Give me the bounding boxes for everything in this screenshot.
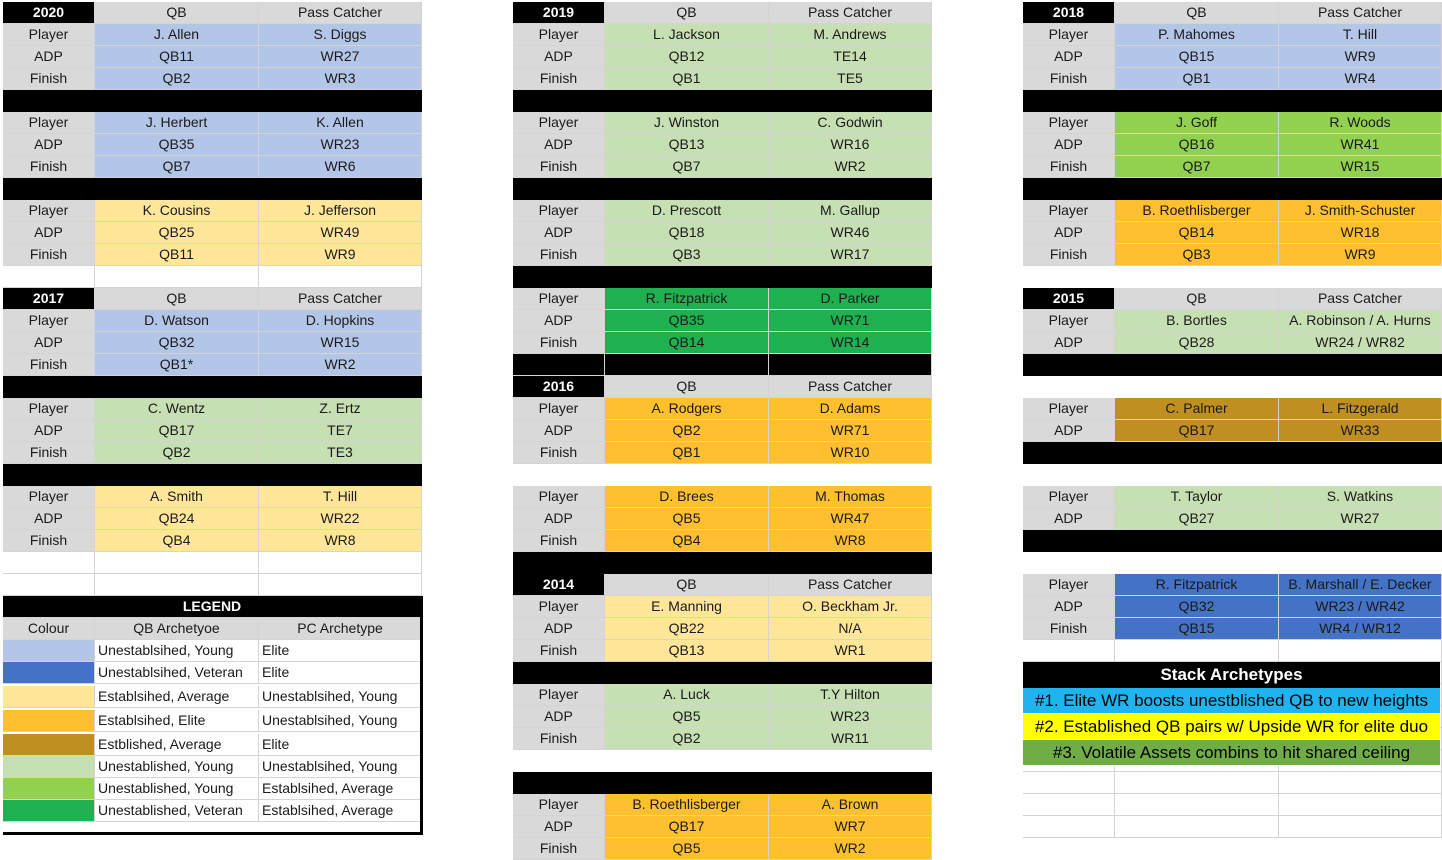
- row-label-adp[interactable]: ADP: [3, 332, 95, 354]
- row-label-adp[interactable]: ADP: [513, 420, 605, 442]
- row-label-player[interactable]: Player: [513, 24, 605, 46]
- separator-bar: [513, 90, 932, 112]
- separator-bar: [1023, 530, 1442, 552]
- empty-cell[interactable]: [1279, 640, 1442, 662]
- row-label-adp[interactable]: ADP: [1023, 420, 1115, 442]
- pc-adp-cell[interactable]: WR46: [769, 222, 932, 244]
- pass-catcher-column-header[interactable]: Pass Catcher: [769, 574, 932, 596]
- legend-border: [3, 832, 423, 835]
- pc-finish-cell[interactable]: WR2: [769, 838, 932, 860]
- row-label-adp[interactable]: ADP: [513, 706, 605, 728]
- qb-player-cell[interactable]: D. Brees: [605, 486, 769, 508]
- qb-finish-cell[interactable]: QB1*: [95, 354, 259, 376]
- pc-finish-cell[interactable]: WR6: [259, 156, 422, 178]
- legend-qb-archetype: Unestablished, Veteran: [95, 800, 259, 822]
- row-label-player[interactable]: Player: [1023, 310, 1115, 332]
- row-label-finish[interactable]: Finish: [513, 332, 605, 354]
- row-label-adp[interactable]: ADP: [1023, 46, 1115, 68]
- qb-adp-cell[interactable]: QB17: [1115, 420, 1279, 442]
- qb-column-header[interactable]: QB: [1115, 2, 1279, 24]
- pc-adp-cell[interactable]: WR27: [259, 46, 422, 68]
- qb-column-header[interactable]: QB: [605, 2, 769, 24]
- qb-finish-cell[interactable]: QB11: [95, 244, 259, 266]
- row-label-adp[interactable]: ADP: [513, 46, 605, 68]
- row-label-player[interactable]: Player: [3, 200, 95, 222]
- row-label-player[interactable]: Player: [513, 398, 605, 420]
- pc-adp-cell[interactable]: WR15: [259, 332, 422, 354]
- pc-finish-cell[interactable]: WR2: [259, 354, 422, 376]
- pc-adp-cell[interactable]: WR22: [259, 508, 422, 530]
- row-label-adp[interactable]: ADP: [1023, 222, 1115, 244]
- qb-finish-cell[interactable]: QB5: [605, 838, 769, 860]
- qb-column-header[interactable]: QB: [95, 288, 259, 310]
- qb-player-cell[interactable]: C. Palmer: [1115, 398, 1279, 420]
- qb-adp-cell[interactable]: QB32: [95, 332, 259, 354]
- qb-column-header[interactable]: QB: [605, 574, 769, 596]
- qb-adp-cell[interactable]: QB35: [605, 310, 769, 332]
- legend-border: [420, 596, 423, 834]
- pass-catcher-column-header[interactable]: Pass Catcher: [1279, 2, 1442, 24]
- pass-catcher-column-header[interactable]: Pass Catcher: [769, 2, 932, 24]
- separator-bar: [513, 662, 932, 684]
- separator-bar: [1023, 90, 1442, 112]
- year-label[interactable]: 2016: [513, 376, 605, 398]
- qb-adp-cell[interactable]: QB35: [95, 134, 259, 156]
- empty-cell[interactable]: [513, 354, 605, 376]
- row-label-finish[interactable]: Finish: [1023, 618, 1115, 640]
- legend-swatch: [3, 686, 95, 708]
- row-label-adp[interactable]: ADP: [1023, 332, 1115, 354]
- qb-finish-cell[interactable]: QB3: [605, 244, 769, 266]
- legend-swatch: [3, 800, 95, 822]
- qb-player-cell[interactable]: A. Smith: [95, 486, 259, 508]
- pc-adp-cell[interactable]: WR18: [1279, 222, 1442, 244]
- separator-bar: [1023, 442, 1442, 464]
- stack-archetype-item: #3. Volatile Assets combins to hit shared ceiling: [1023, 740, 1440, 766]
- stack-archetypes-title: Stack Archetypes: [1023, 662, 1440, 688]
- qb-player-cell[interactable]: C. Wentz: [95, 398, 259, 420]
- qb-column-header[interactable]: QB: [95, 2, 259, 24]
- empty-cell[interactable]: [95, 574, 259, 596]
- qb-adp-cell[interactable]: QB5: [605, 508, 769, 530]
- year-label[interactable]: 2018: [1023, 2, 1115, 24]
- qb-adp-cell[interactable]: QB28: [1115, 332, 1279, 354]
- row-label-player[interactable]: Player: [513, 684, 605, 706]
- qb-adp-cell[interactable]: QB17: [95, 420, 259, 442]
- qb-player-cell[interactable]: E. Manning: [605, 596, 769, 618]
- pc-adp-cell[interactable]: TE14: [769, 46, 932, 68]
- row-label-finish[interactable]: Finish: [3, 354, 95, 376]
- row-label-player[interactable]: Player: [513, 112, 605, 134]
- empty-cell[interactable]: [259, 552, 422, 574]
- legend-title: LEGEND: [3, 596, 422, 618]
- stack-archetype-item: #1. Elite WR boosts unestblished QB to new heights: [1023, 688, 1440, 714]
- qb-finish-cell[interactable]: QB2: [95, 68, 259, 90]
- pc-finish-cell[interactable]: TE5: [769, 68, 932, 90]
- row-label-player[interactable]: Player: [3, 310, 95, 332]
- pc-adp-cell[interactable]: WR16: [769, 134, 932, 156]
- qb-player-cell[interactable]: R. Fitzpatrick: [605, 288, 769, 310]
- row-label-finish[interactable]: Finish: [1023, 68, 1115, 90]
- pc-finish-cell[interactable]: WR4 / WR12: [1279, 618, 1442, 640]
- pc-adp-cell[interactable]: WR71: [769, 420, 932, 442]
- separator-bar: [1023, 354, 1442, 376]
- row-label-player[interactable]: Player: [3, 24, 95, 46]
- pc-player-cell[interactable]: M. Thomas: [769, 486, 932, 508]
- pass-catcher-column-header[interactable]: Pass Catcher: [259, 288, 422, 310]
- pc-player-cell[interactable]: O. Beckham Jr.: [769, 596, 932, 618]
- empty-cell[interactable]: [1115, 816, 1279, 838]
- pc-finish-cell[interactable]: TE3: [259, 442, 422, 464]
- pc-finish-cell[interactable]: WR4: [1279, 68, 1442, 90]
- pc-player-cell[interactable]: T.Y Hilton: [769, 684, 932, 706]
- empty-cell[interactable]: [1023, 816, 1115, 838]
- qb-player-cell[interactable]: B. Bortles: [1115, 310, 1279, 332]
- qb-player-cell[interactable]: A. Rodgers: [605, 398, 769, 420]
- pass-catcher-column-header[interactable]: Pass Catcher: [1279, 288, 1442, 310]
- pc-player-cell[interactable]: T. Hill: [259, 486, 422, 508]
- row-label-finish[interactable]: Finish: [3, 244, 95, 266]
- pc-player-cell[interactable]: R. Woods: [1279, 112, 1442, 134]
- row-label-player[interactable]: Player: [513, 486, 605, 508]
- row-label-finish[interactable]: Finish: [513, 640, 605, 662]
- qb-adp-cell[interactable]: QB22: [605, 618, 769, 640]
- qb-adp-cell[interactable]: QB5: [605, 706, 769, 728]
- separator-bar: [513, 178, 932, 200]
- qb-player-cell[interactable]: D. Prescott: [605, 200, 769, 222]
- qb-player-cell[interactable]: B. Roethlisberger: [605, 794, 769, 816]
- qb-adp-cell[interactable]: QB15: [1115, 46, 1279, 68]
- empty-cell[interactable]: [1023, 640, 1115, 662]
- pc-player-cell[interactable]: D. Parker: [769, 288, 932, 310]
- row-label-adp[interactable]: ADP: [513, 222, 605, 244]
- qb-finish-cell[interactable]: QB1: [1115, 68, 1279, 90]
- qb-adp-cell[interactable]: QB17: [605, 816, 769, 838]
- separator-bar: [513, 552, 932, 574]
- qb-adp-cell[interactable]: QB2: [605, 420, 769, 442]
- pc-player-cell[interactable]: M. Gallup: [769, 200, 932, 222]
- qb-adp-cell[interactable]: QB11: [95, 46, 259, 68]
- qb-player-cell[interactable]: R. Fitzpatrick: [1115, 574, 1279, 596]
- qb-finish-cell[interactable]: QB1: [605, 68, 769, 90]
- pc-adp-cell[interactable]: WR41: [1279, 134, 1442, 156]
- row-label-player[interactable]: Player: [1023, 200, 1115, 222]
- qb-adp-cell[interactable]: QB13: [605, 134, 769, 156]
- row-label-adp[interactable]: ADP: [3, 420, 95, 442]
- row-label-adp[interactable]: ADP: [3, 222, 95, 244]
- pc-finish-cell[interactable]: WR14: [769, 332, 932, 354]
- legend-pc-archetype: Establsihed, Average: [259, 800, 422, 822]
- pc-finish-cell[interactable]: WR11: [769, 728, 932, 750]
- qb-finish-cell[interactable]: QB7: [95, 156, 259, 178]
- empty-cell[interactable]: [1115, 772, 1279, 794]
- legend-qb-archetype: Establsihed, Average: [95, 686, 259, 708]
- pc-player-cell[interactable]: S. Watkins: [1279, 486, 1442, 508]
- pc-finish-cell[interactable]: WR17: [769, 244, 932, 266]
- row-label-adp[interactable]: ADP: [513, 816, 605, 838]
- qb-player-cell[interactable]: A. Luck: [605, 684, 769, 706]
- pc-player-cell[interactable]: M. Andrews: [769, 24, 932, 46]
- empty-cell[interactable]: [1279, 794, 1442, 816]
- row-label-adp[interactable]: ADP: [3, 134, 95, 156]
- row-label-finish[interactable]: Finish: [513, 728, 605, 750]
- qb-adp-cell[interactable]: QB32: [1115, 596, 1279, 618]
- legend-swatch: [3, 710, 95, 732]
- qb-column-header[interactable]: QB: [605, 376, 769, 398]
- row-label-adp[interactable]: ADP: [1023, 134, 1115, 156]
- qb-adp-cell[interactable]: QB12: [605, 46, 769, 68]
- row-label-player[interactable]: Player: [3, 398, 95, 420]
- pc-player-cell[interactable]: T. Hill: [1279, 24, 1442, 46]
- legend-swatch: [3, 778, 95, 800]
- row-label-player[interactable]: Player: [513, 596, 605, 618]
- pass-catcher-column-header[interactable]: Pass Catcher: [769, 376, 932, 398]
- row-label-player[interactable]: Player: [1023, 398, 1115, 420]
- empty-cell[interactable]: [1023, 794, 1115, 816]
- pc-adp-cell[interactable]: WR47: [769, 508, 932, 530]
- pc-player-cell[interactable]: L. Fitzgerald: [1279, 398, 1442, 420]
- year-label[interactable]: 2020: [3, 2, 95, 24]
- separator-bar: [1023, 178, 1442, 200]
- row-label-adp[interactable]: ADP: [1023, 596, 1115, 618]
- pc-finish-cell[interactable]: WR8: [769, 530, 932, 552]
- qb-column-header[interactable]: QB: [1115, 288, 1279, 310]
- row-label-player[interactable]: Player: [1023, 112, 1115, 134]
- pc-player-cell[interactable]: C. Godwin: [769, 112, 932, 134]
- empty-cell[interactable]: [1279, 816, 1442, 838]
- pc-finish-cell[interactable]: WR3: [259, 68, 422, 90]
- empty-cell[interactable]: [769, 354, 932, 376]
- qb-finish-cell[interactable]: QB4: [95, 530, 259, 552]
- empty-cell[interactable]: [95, 266, 259, 288]
- legend-qb-archetype: Unestablsihed, Veteran: [95, 662, 259, 684]
- row-label-adp[interactable]: ADP: [513, 310, 605, 332]
- row-label-finish[interactable]: Finish: [513, 156, 605, 178]
- pc-adp-cell[interactable]: WR23: [769, 706, 932, 728]
- legend-qb-archetype: Unestablsihed, Young: [95, 640, 259, 662]
- row-label-adp[interactable]: ADP: [513, 134, 605, 156]
- qb-player-cell[interactable]: T. Taylor: [1115, 486, 1279, 508]
- row-label-finish[interactable]: Finish: [3, 442, 95, 464]
- row-label-finish[interactable]: Finish: [3, 156, 95, 178]
- row-label-player[interactable]: Player: [1023, 24, 1115, 46]
- empty-cell[interactable]: [1023, 772, 1115, 794]
- row-label-finish[interactable]: Finish: [513, 838, 605, 860]
- legend-pc-archetype: Establsihed, Average: [259, 778, 422, 800]
- pc-player-cell[interactable]: D. Hopkins: [259, 310, 422, 332]
- pc-player-cell[interactable]: K. Allen: [259, 112, 422, 134]
- qb-player-cell[interactable]: J. Allen: [95, 24, 259, 46]
- qb-player-cell[interactable]: J. Winston: [605, 112, 769, 134]
- qb-finish-cell[interactable]: QB4: [605, 530, 769, 552]
- row-label-player[interactable]: Player: [3, 486, 95, 508]
- empty-cell[interactable]: [1279, 772, 1442, 794]
- pc-player-cell[interactable]: A. Robinson / A. Hurns: [1279, 310, 1442, 332]
- row-label-player[interactable]: Player: [1023, 574, 1115, 596]
- empty-cell[interactable]: [1115, 640, 1279, 662]
- empty-cell[interactable]: [3, 266, 95, 288]
- row-label-player[interactable]: Player: [1023, 486, 1115, 508]
- qb-player-cell[interactable]: J. Herbert: [95, 112, 259, 134]
- pc-adp-cell[interactable]: TE7: [259, 420, 422, 442]
- pc-finish-cell[interactable]: WR10: [769, 442, 932, 464]
- pc-adp-cell[interactable]: WR23: [259, 134, 422, 156]
- legend-pc-archetype: Elite: [259, 734, 422, 756]
- pc-adp-cell[interactable]: WR71: [769, 310, 932, 332]
- empty-cell[interactable]: [1115, 794, 1279, 816]
- row-label-finish[interactable]: Finish: [1023, 156, 1115, 178]
- legend-swatch: [3, 662, 95, 684]
- qb-finish-cell[interactable]: QB3: [1115, 244, 1279, 266]
- pc-adp-cell[interactable]: WR49: [259, 222, 422, 244]
- pc-player-cell[interactable]: S. Diggs: [259, 24, 422, 46]
- year-label[interactable]: 2019: [513, 2, 605, 24]
- legend-qb-archetype: Estblished, Average: [95, 734, 259, 756]
- legend-qb-archetype: Unestablished, Young: [95, 756, 259, 778]
- qb-finish-cell[interactable]: QB1: [605, 442, 769, 464]
- empty-cell[interactable]: [3, 574, 95, 596]
- legend-pc-archetype: Unestablsihed, Young: [259, 756, 422, 778]
- qb-adp-cell[interactable]: QB27: [1115, 508, 1279, 530]
- pc-finish-cell[interactable]: WR15: [1279, 156, 1442, 178]
- row-label-finish[interactable]: Finish: [3, 530, 95, 552]
- year-label[interactable]: 2014: [513, 574, 605, 596]
- year-label[interactable]: 2017: [3, 288, 95, 310]
- stack-archetype-item: #2. Established QB pairs w/ Upside WR for elite duo: [1023, 714, 1440, 740]
- pc-finish-cell[interactable]: WR9: [259, 244, 422, 266]
- row-label-adp[interactable]: ADP: [1023, 508, 1115, 530]
- pc-finish-cell[interactable]: WR8: [259, 530, 422, 552]
- qb-adp-cell[interactable]: QB14: [1115, 222, 1279, 244]
- qb-player-cell[interactable]: D. Watson: [95, 310, 259, 332]
- pc-finish-cell[interactable]: WR2: [769, 156, 932, 178]
- year-label[interactable]: 2015: [1023, 288, 1115, 310]
- qb-player-cell[interactable]: P. Mahomes: [1115, 24, 1279, 46]
- pc-adp-cell[interactable]: WR27: [1279, 508, 1442, 530]
- pc-player-cell[interactable]: A. Brown: [769, 794, 932, 816]
- row-label-player[interactable]: Player: [513, 794, 605, 816]
- legend-swatch: [3, 640, 95, 662]
- empty-cell[interactable]: [259, 574, 422, 596]
- row-label-finish[interactable]: Finish: [513, 68, 605, 90]
- pc-player-cell[interactable]: J. Smith-Schuster: [1279, 200, 1442, 222]
- pc-player-cell[interactable]: Z. Ertz: [259, 398, 422, 420]
- row-label-player[interactable]: Player: [513, 288, 605, 310]
- row-label-finish[interactable]: Finish: [513, 442, 605, 464]
- row-label-player[interactable]: Player: [3, 112, 95, 134]
- row-label-finish[interactable]: Finish: [513, 530, 605, 552]
- legend-qb-archetype: Establsihed, Elite: [95, 710, 259, 732]
- empty-cell[interactable]: [95, 552, 259, 574]
- pass-catcher-column-header[interactable]: Pass Catcher: [259, 2, 422, 24]
- qb-finish-cell[interactable]: QB15: [1115, 618, 1279, 640]
- separator-bar: [3, 178, 422, 200]
- legend-swatch: [3, 734, 95, 756]
- pc-adp-cell[interactable]: WR24 / WR82: [1279, 332, 1442, 354]
- legend-header: PC Archetype: [259, 618, 422, 640]
- pc-adp-cell[interactable]: WR9: [1279, 46, 1442, 68]
- qb-adp-cell[interactable]: QB25: [95, 222, 259, 244]
- pc-finish-cell[interactable]: WR9: [1279, 244, 1442, 266]
- legend-header: Colour: [3, 618, 95, 640]
- pc-adp-cell[interactable]: WR23 / WR42: [1279, 596, 1442, 618]
- separator-bar: [513, 772, 932, 794]
- pc-finish-cell[interactable]: WR1: [769, 640, 932, 662]
- row-label-adp[interactable]: ADP: [513, 508, 605, 530]
- empty-cell[interactable]: [259, 266, 422, 288]
- qb-player-cell[interactable]: L. Jackson: [605, 24, 769, 46]
- pc-adp-cell[interactable]: WR33: [1279, 420, 1442, 442]
- qb-finish-cell[interactable]: QB2: [95, 442, 259, 464]
- row-label-adp[interactable]: ADP: [513, 618, 605, 640]
- legend-pc-archetype: Unestablsihed, Young: [259, 686, 422, 708]
- qb-finish-cell[interactable]: QB7: [1115, 156, 1279, 178]
- qb-finish-cell[interactable]: QB2: [605, 728, 769, 750]
- legend-header: QB Archetyoe: [95, 618, 259, 640]
- row-label-adp[interactable]: ADP: [3, 508, 95, 530]
- qb-adp-cell[interactable]: QB18: [605, 222, 769, 244]
- separator-bar: [3, 90, 422, 112]
- empty-cell[interactable]: [3, 552, 95, 574]
- pc-player-cell[interactable]: J. Jefferson: [259, 200, 422, 222]
- legend-swatch: [3, 756, 95, 778]
- pc-player-cell[interactable]: B. Marshall / E. Decker: [1279, 574, 1442, 596]
- legend-pc-archetype: Elite: [259, 640, 422, 662]
- row-label-finish[interactable]: Finish: [3, 68, 95, 90]
- row-label-finish[interactable]: Finish: [1023, 244, 1115, 266]
- legend-pc-archetype: Elite: [259, 662, 422, 684]
- row-label-finish[interactable]: Finish: [513, 244, 605, 266]
- pc-adp-cell[interactable]: N/A: [769, 618, 932, 640]
- pc-player-cell[interactable]: D. Adams: [769, 398, 932, 420]
- empty-cell[interactable]: [605, 354, 769, 376]
- qb-player-cell[interactable]: B. Roethlisberger: [1115, 200, 1279, 222]
- qb-adp-cell[interactable]: QB16: [1115, 134, 1279, 156]
- legend-qb-archetype: Unestablished, Young: [95, 778, 259, 800]
- qb-player-cell[interactable]: J. Goff: [1115, 112, 1279, 134]
- qb-player-cell[interactable]: K. Cousins: [95, 200, 259, 222]
- legend-pc-archetype: Unestablsihed, Young: [259, 710, 422, 732]
- qb-finish-cell[interactable]: QB13: [605, 640, 769, 662]
- pc-adp-cell[interactable]: WR7: [769, 816, 932, 838]
- separator-bar: [3, 376, 422, 398]
- qb-finish-cell[interactable]: QB7: [605, 156, 769, 178]
- row-label-player[interactable]: Player: [513, 200, 605, 222]
- qb-finish-cell[interactable]: QB14: [605, 332, 769, 354]
- separator-bar: [3, 464, 422, 486]
- row-label-adp[interactable]: ADP: [3, 46, 95, 68]
- qb-adp-cell[interactable]: QB24: [95, 508, 259, 530]
- separator-bar: [513, 266, 932, 288]
